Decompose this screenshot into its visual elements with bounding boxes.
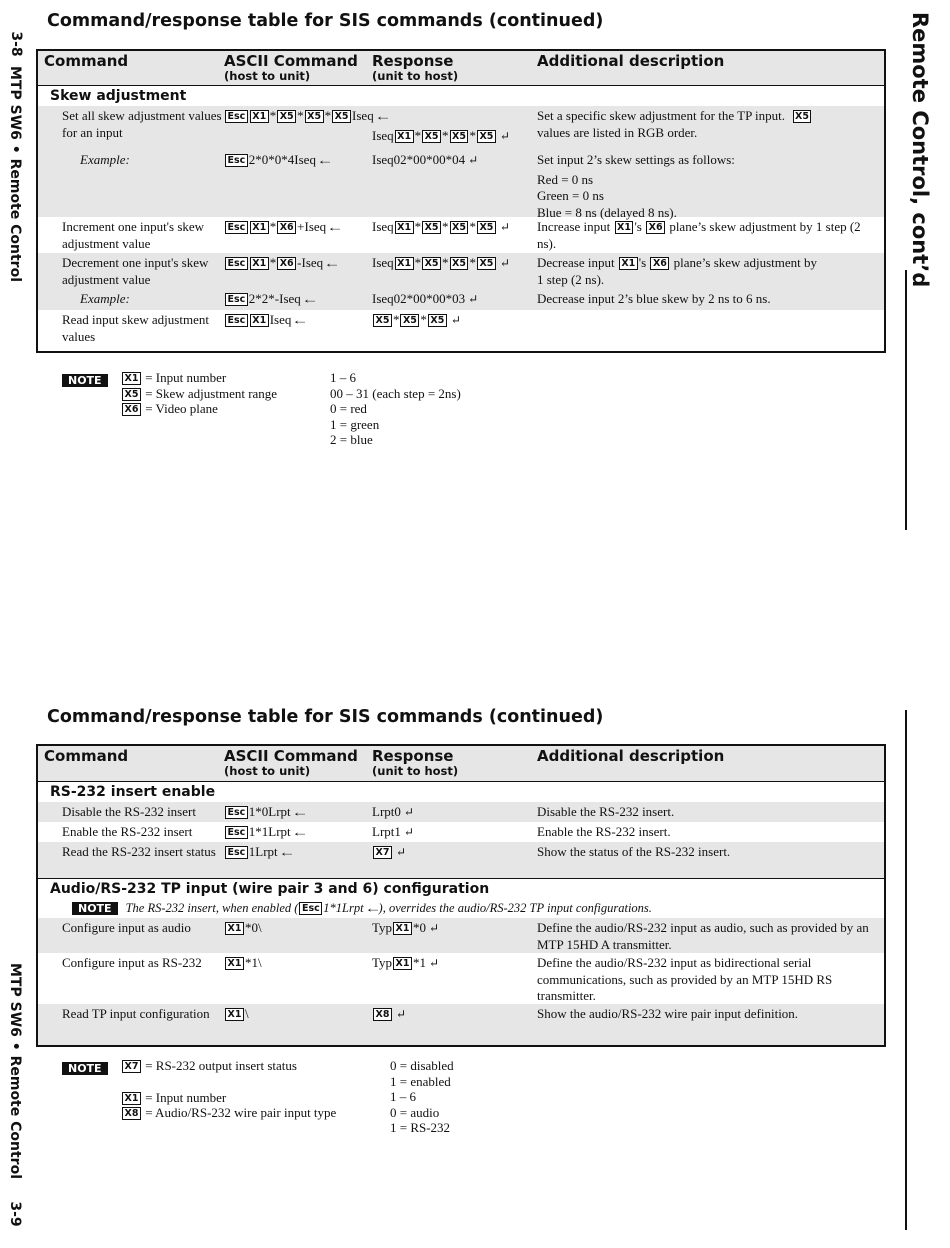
inline-note: NOTE The RS-232 insert, when enabled ( Esc 1*1Lrpt←), overrides the audio/RS-232 TP input configurations. <box>38 899 884 918</box>
note-values: 1 – 6 00 – 31 (each step = 2ns) 0 = red 1 = green 2 = blue <box>330 370 461 447</box>
table-row: Enable the RS-232 insert Esc 1*1Lrpt← Lrpt1 ↵ Enable the RS-232 insert. <box>62 824 671 839</box>
table-row: Disable the RS-232 insert Esc 1*0Lrpt← Lrpt0 ↵ Disable the RS-232 insert. <box>38 802 884 822</box>
table-header <box>38 51 884 86</box>
running-title-bottom-left: MTP SW6 • Remote Control <box>7 963 23 1179</box>
enter-left-arrow-icon: ← <box>374 109 392 123</box>
return-arrow-icon: ↵ <box>403 825 414 839</box>
page-number-top: 3-8 <box>8 31 24 57</box>
header-command: Command <box>44 52 129 70</box>
return-arrow-icon: ↵ <box>428 956 440 970</box>
return-arrow-icon: ↵ <box>450 313 461 327</box>
enter-left-arrow-icon: ← <box>291 825 309 839</box>
right-margin-rule-top <box>905 270 907 530</box>
return-arrow-icon: ↵ <box>395 845 406 859</box>
note-badge: NOTE <box>62 1059 108 1077</box>
table-row: Increment one input's skew adjustment value Esc X1 * X6 +Iseq← Iseq X1 * X5 * X5 * X5 ↵ Increase input X1 's X6 plane’s skew adjustment by 1 step (2 ns). <box>62 219 861 251</box>
enter-left-arrow-icon: ← <box>326 220 344 234</box>
section-skew-adjustment: Skew adjustment <box>50 88 187 104</box>
enter-left-arrow-icon: ← <box>291 313 309 327</box>
running-title-top-left: MTP SW6 • Remote Control <box>7 66 23 282</box>
table1-title: Command/response table for SIS commands (continued) <box>47 11 604 31</box>
header-description: Additional description <box>537 747 725 765</box>
note-variables: X1 = Input number X5 = Skew adjustment range X6 = Video plane <box>121 370 277 417</box>
page-number-bottom: 3-9 <box>7 1201 23 1227</box>
note-variables: X7 = RS-232 output insert status X1 = Input number X8 = Audio/RS-232 wire pair input type <box>121 1058 336 1121</box>
header-ascii: ASCII Command (host to unit) <box>224 52 358 83</box>
running-title-top-right: Remote Control, cont’d <box>908 12 932 288</box>
enter-left-arrow-icon: ← <box>301 292 319 306</box>
return-arrow-icon: ↵ <box>499 129 510 143</box>
table-row: Configure input as RS-232 X1 *1\ Typ X1 *1 ↵ Define the audio/RS-232 input as bidirectional serial communications, such as provided by an MTP 15HD RS transmitter. <box>62 955 833 1003</box>
header-response: Response (unit to host) <box>372 747 459 778</box>
header-response: Response (unit to host) <box>372 52 459 83</box>
enter-left-arrow-icon: ← <box>364 901 381 915</box>
note-badge: NOTE <box>62 371 108 389</box>
return-arrow-icon: ↵ <box>499 256 510 270</box>
table-row: Configure input as audio X1 *0\ Typ X1 *0 ↵ Define the audio/RS-232 input as audio, such as provided by an MTP 15HD A transmitter. <box>38 918 884 953</box>
table-row-example: Example: Esc 2*0*0*4Iseq← Iseq02*00*00*04 ↵ Set input 2’s skew settings as follows: Red = 0 ns Green = 0 ns Blue = 8 ns (delayed 8 ns). <box>38 150 884 217</box>
header-ascii: ASCII Command (host to unit) <box>224 747 358 778</box>
enter-left-arrow-icon: ← <box>291 805 309 819</box>
return-arrow-icon: ↵ <box>468 292 479 306</box>
table-row: Read the RS-232 insert status Esc 1Lrpt← X7 ↵ Show the status of the RS-232 insert. <box>38 842 884 878</box>
table-row: Read input skew adjustment values Esc X1 Iseq← X5 * X5 * X5 ↵ <box>62 312 461 344</box>
table-row-example: Example: Esc 2*2*-Iseq← Iseq02*00*00*03 ↵ Decrease input 2’s blue skew by 2 ns to 6 ns. <box>38 289 884 310</box>
section-rs232-insert: RS-232 insert enable <box>50 784 216 800</box>
header-description: Additional description <box>537 52 725 70</box>
table-row: Set all skew adjustment values for an input Esc X1 * X5 * X5 * X5 Iseq← Iseq X1 * X5 * X5 * X5 ↵ Set a specific skew adjustment for the TP input. X5 values are listed in RGB order. <box>38 106 884 150</box>
table2-title: Command/response table for SIS commands (continued) <box>47 707 604 727</box>
return-arrow-icon: ↵ <box>428 921 440 935</box>
header-command: Command <box>44 747 129 765</box>
note-values: 0 = disabled 1 = enabled 1 – 6 0 = audio 1 = RS-232 <box>390 1058 454 1135</box>
return-arrow-icon: ↵ <box>403 805 414 819</box>
return-arrow-icon: ↵ <box>468 153 479 167</box>
note-badge: NOTE <box>72 902 118 915</box>
section-audio-rs232-config: Audio/RS-232 TP input (wire pair 3 and 6) configuration <box>38 878 884 899</box>
enter-left-arrow-icon: ← <box>278 845 296 859</box>
right-margin-rule-bottom <box>905 710 907 1230</box>
return-arrow-icon: ↵ <box>395 1007 406 1021</box>
enter-left-arrow-icon: ← <box>323 256 341 270</box>
table-row: Decrement one input's skew adjustment value Esc X1 * X6 -Iseq← Iseq X1 * X5 * X5 * X5 ↵ Decrease input X1 's X6 plane’s skew adjustment by 1 step (2 ns). <box>38 253 884 289</box>
rs232-table <box>36 744 886 1047</box>
return-arrow-icon: ↵ <box>499 220 510 234</box>
skew-table <box>36 49 886 353</box>
enter-left-arrow-icon: ← <box>316 153 334 167</box>
table-header <box>38 746 884 782</box>
table-row: Read TP input configuration X1 \ X8 ↵ Show the audio/RS-232 wire pair input definition. <box>38 1004 884 1045</box>
